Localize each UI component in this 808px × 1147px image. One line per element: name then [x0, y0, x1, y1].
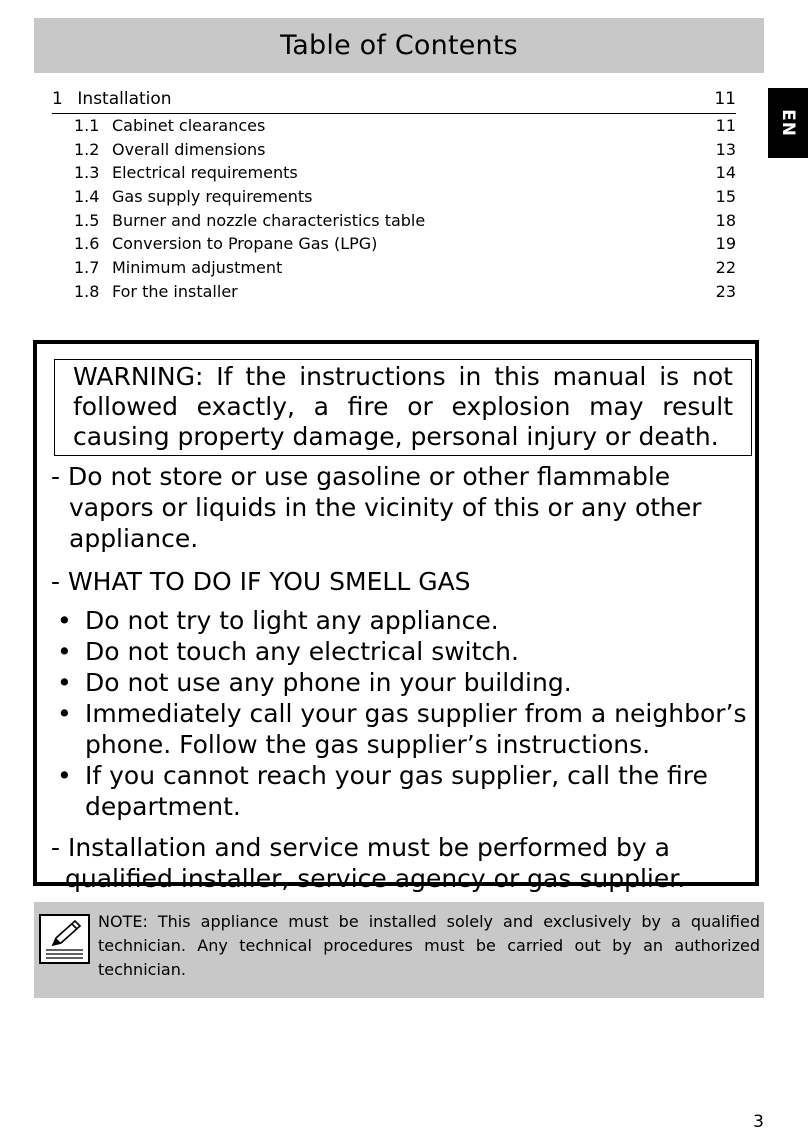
- toc-chapter-page: 11: [714, 89, 736, 109]
- toc-item-row[interactable]: [52, 161, 736, 185]
- toc-item-label: Minimum adjustment: [112, 258, 283, 278]
- list-item: [51, 760, 751, 822]
- list-item: [51, 636, 751, 667]
- warning-headline: WARNING: If the instructions in this manual is not followed exactly, a fire or explosion may result causing property damage, personal injury or death.: [54, 359, 752, 456]
- toc-chapter-row[interactable]: [52, 86, 736, 114]
- toc-item-row[interactable]: [52, 209, 736, 233]
- toc-item-page: 11: [715, 116, 736, 135]
- toc-item-row[interactable]: [52, 232, 736, 256]
- note-text: NOTE: This appliance must be installed solely and exclusively by a qualified technician. Any technical procedures must be carried out by an authorized technician.: [98, 912, 760, 979]
- toc-item-number: 1.1: [74, 116, 100, 135]
- toc-item-label: Gas supply requirements: [112, 187, 313, 207]
- page-title: Table of Contents: [280, 30, 518, 61]
- toc-item-row[interactable]: [52, 138, 736, 162]
- toc-item-number: 1.6: [74, 234, 100, 254]
- list-item: [51, 667, 751, 698]
- toc-item-label: Burner and nozzle characteristics table: [112, 210, 426, 230]
- pencil-note-icon: [39, 914, 90, 964]
- toc-item-label: For the installer: [112, 281, 238, 301]
- language-code: EN: [778, 109, 798, 137]
- warning-body: [51, 461, 751, 894]
- list-item-text: Immediately call your gas supplier from a neighbor’s phone. Follow the gas supplier’s instructions.: [85, 699, 747, 759]
- toc-item-page: 14: [715, 163, 736, 183]
- toc-item-page: 22: [715, 258, 736, 278]
- toc-title-bar: [34, 18, 764, 73]
- toc-item-page: 23: [715, 281, 736, 301]
- safety-warning-box: [33, 340, 759, 893]
- list-item: [51, 605, 751, 636]
- language-tab: [768, 88, 808, 158]
- toc-item-number: 1.2: [74, 139, 100, 159]
- installer-requirement: - Installation and service must be performed by a qualified installer, service agency or gas supplier.: [51, 833, 686, 893]
- toc-item-row[interactable]: [52, 185, 736, 209]
- flammable-warning: - Do not store or use gasoline or other flammable vapors or liquids in the vicinity of this or any other appliance.: [51, 462, 702, 553]
- toc-item-page: 13: [715, 139, 736, 159]
- bullet-icon: •: [57, 699, 72, 728]
- bullet-icon: •: [57, 606, 72, 635]
- list-item-text: Do not touch any electrical switch.: [85, 637, 519, 666]
- toc-item-number: 1.5: [74, 210, 100, 230]
- toc-item-number: 1.3: [74, 163, 100, 183]
- bullet-icon: •: [57, 668, 72, 697]
- toc-item-row[interactable]: [52, 256, 736, 280]
- bullet-icon: •: [57, 637, 72, 666]
- bullet-icon: •: [57, 761, 72, 790]
- toc-item-label: Electrical requirements: [112, 163, 298, 183]
- toc-item-number: 1.8: [74, 281, 100, 301]
- toc-item-label: Cabinet clearances: [112, 116, 266, 135]
- gas-smell-heading: - WHAT TO DO IF YOU SMELL GAS: [51, 567, 471, 596]
- list-item-text: Do not try to light any appliance.: [85, 606, 499, 635]
- toc-item-number: 1.4: [74, 187, 100, 207]
- gas-smell-instructions: [51, 605, 751, 822]
- list-item-text: If you cannot reach your gas supplier, call the fire department.: [85, 761, 708, 821]
- table-of-contents: [52, 86, 736, 304]
- note-box: [34, 902, 764, 998]
- toc-item-label: Overall dimensions: [112, 139, 266, 159]
- toc-item-row[interactable]: [52, 280, 736, 304]
- toc-chapter-label: Installation: [77, 89, 172, 109]
- toc-item-page: 18: [715, 210, 736, 230]
- toc-item-number: 1.7: [74, 258, 100, 278]
- toc-item-page: 15: [715, 187, 736, 207]
- toc-item-row[interactable]: [52, 114, 736, 138]
- list-item: [51, 698, 751, 760]
- toc-item-page: 19: [715, 234, 736, 254]
- list-item-text: Do not use any phone in your building.: [85, 668, 572, 697]
- toc-item-label: Conversion to Propane Gas (LPG): [112, 234, 378, 254]
- toc-chapter-number: 1: [52, 89, 63, 109]
- page-number: 3: [753, 1112, 764, 1132]
